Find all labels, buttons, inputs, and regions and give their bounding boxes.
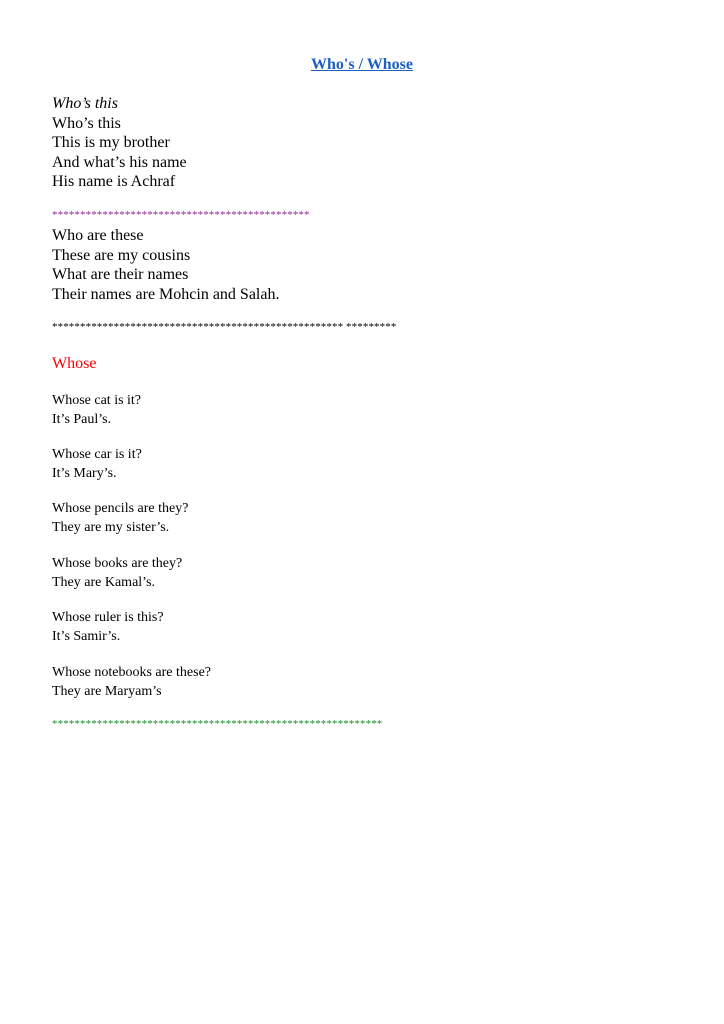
document-title: Who's / Whose bbox=[311, 56, 413, 73]
qa-question: Whose pencils are they? bbox=[52, 501, 189, 516]
qa-answer: They are Maryam’s bbox=[52, 683, 162, 699]
qa-answer: They are my sister’s. bbox=[52, 519, 170, 535]
qa-question: Whose books are they? bbox=[52, 556, 183, 571]
qa-pair bbox=[52, 555, 182, 592]
dialogue-line: What are their names bbox=[52, 266, 189, 284]
qa-question: Whose car is it? bbox=[52, 447, 142, 462]
qa-question: Whose ruler is this? bbox=[52, 610, 164, 625]
dialogue-line: Who’s this bbox=[52, 114, 121, 132]
dialogue-line: These are my cousins bbox=[52, 246, 191, 264]
qa-answer: It’s Mary’s. bbox=[52, 465, 117, 481]
dialogue-line: Their names are Mohcin and Salah. bbox=[52, 285, 280, 303]
qa-pair bbox=[52, 392, 141, 429]
qa-question: Whose cat is it? bbox=[52, 393, 142, 408]
separator-stars-3: *********************************************************** bbox=[52, 718, 383, 730]
dialogue-block-2 bbox=[52, 226, 279, 304]
qa-pair bbox=[52, 446, 142, 483]
dialogue-line: Who’s this bbox=[52, 95, 118, 112]
dialogue-line: This is my brother bbox=[52, 134, 170, 152]
qa-answer: They are Kamal’s. bbox=[52, 574, 156, 590]
qa-pair bbox=[52, 500, 188, 537]
separator-stars-1: ********************************************** bbox=[52, 209, 310, 221]
dialogue-line: Who are these bbox=[52, 227, 144, 244]
qa-pair bbox=[52, 609, 164, 646]
separator-stars-2: **************************************************** ********* bbox=[52, 321, 397, 333]
dialogue-line: And what’s his name bbox=[52, 153, 187, 171]
qa-answer: It’s Samir’s. bbox=[52, 628, 121, 644]
qa-question: Whose notebooks are these? bbox=[52, 665, 211, 680]
qa-pair bbox=[52, 664, 211, 701]
qa-answer: It’s Paul’s. bbox=[52, 411, 112, 427]
section-heading-whose: Whose bbox=[52, 355, 97, 372]
dialogue-block-1 bbox=[52, 94, 187, 192]
dialogue-line: His name is Achraf bbox=[52, 173, 176, 191]
